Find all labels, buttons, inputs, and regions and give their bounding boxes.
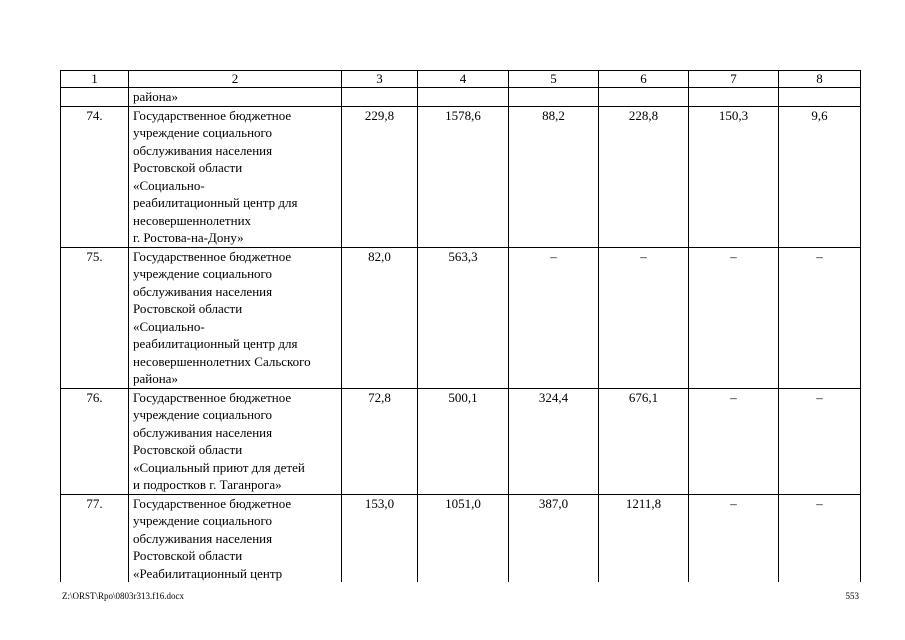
- value-cell: –: [689, 494, 779, 582]
- column-header: 6: [599, 71, 689, 88]
- header-row: [61, 71, 861, 88]
- data-table: [60, 70, 861, 582]
- institution-name-line: обслуживания населения: [133, 530, 273, 546]
- institution-name-line: обслуживания населения: [133, 142, 273, 158]
- row-number: 77.: [61, 494, 129, 582]
- value-cell: 72,8: [342, 388, 418, 494]
- value-cell: 324,4: [509, 388, 599, 494]
- institution-name-line: обслуживания населения: [133, 424, 273, 440]
- value-cell: 563,3: [418, 247, 509, 388]
- value-cell: 229,8: [342, 106, 418, 247]
- institution-name-line: реабилитационный центр для: [133, 195, 298, 210]
- table-row: [61, 106, 861, 247]
- value-cell: 676,1: [599, 388, 689, 494]
- column-header: 1: [61, 71, 129, 88]
- column-header: 5: [509, 71, 599, 88]
- institution-name-line: учреждение социального: [133, 513, 273, 528]
- value-cell: 228,8: [599, 106, 689, 247]
- table-cell: [689, 88, 779, 107]
- institution-name-line: учреждение социального: [133, 266, 273, 281]
- continuation-row: [61, 88, 861, 107]
- institution-name: [129, 494, 342, 582]
- institution-name-line: «Социально-: [133, 318, 205, 334]
- table-row: [61, 494, 861, 582]
- table-cell: [61, 88, 129, 107]
- table-row: [61, 388, 861, 494]
- institution-name-line: района»: [133, 371, 178, 386]
- value-cell: –: [779, 494, 861, 582]
- column-header: 7: [689, 71, 779, 88]
- institution-name-line: г. Ростова-на-Дону»: [133, 230, 244, 245]
- value-cell: 82,0: [342, 247, 418, 388]
- value-cell: –: [689, 247, 779, 388]
- institution-name-line: Ростовской области: [133, 160, 243, 175]
- institution-name: [129, 247, 342, 388]
- footer-page-number: 553: [845, 591, 859, 601]
- column-header: 3: [342, 71, 418, 88]
- institution-name-line: несовершеннолетних: [133, 212, 252, 228]
- institution-name-line: Государственное бюджетное: [133, 389, 292, 405]
- institution-name-line: Ростовской области: [133, 301, 243, 316]
- institution-name-line: несовершеннолетних Сальского: [133, 353, 311, 369]
- row-number: 76.: [61, 388, 129, 494]
- table-cell: [418, 88, 509, 107]
- institution-name-line: и подростков г. Таганрога»: [133, 477, 282, 492]
- institution-name-line: Государственное бюджетное: [133, 107, 292, 123]
- institution-name-line: Ростовской области: [133, 548, 243, 563]
- value-cell: –: [779, 388, 861, 494]
- footer-file-path: Z:\ORST\Rpo\0803r313.f16.docx: [62, 591, 184, 601]
- table-cell: района»: [129, 88, 342, 107]
- institution-name-line: Государственное бюджетное: [133, 248, 292, 264]
- table-row: [61, 247, 861, 388]
- institution-name-line: обслуживания населения: [133, 283, 273, 299]
- table-cell: [342, 88, 418, 107]
- value-cell: –: [599, 247, 689, 388]
- institution-name-line: Ростовской области: [133, 442, 243, 457]
- value-cell: 88,2: [509, 106, 599, 247]
- value-cell: 9,6: [779, 106, 861, 247]
- institution-name-line: «Социальный приют для детей: [133, 459, 305, 475]
- table-cell: [779, 88, 861, 107]
- value-cell: 387,0: [509, 494, 599, 582]
- institution-name: [129, 106, 342, 247]
- value-cell: –: [779, 247, 861, 388]
- value-cell: 153,0: [342, 494, 418, 582]
- row-number: 74.: [61, 106, 129, 247]
- institution-name-line: Государственное бюджетное: [133, 495, 292, 511]
- institution-name-line: «Социально-: [133, 177, 205, 193]
- value-cell: 500,1: [418, 388, 509, 494]
- table-cell: [599, 88, 689, 107]
- institution-name-line: учреждение социального: [133, 407, 273, 422]
- column-header: 4: [418, 71, 509, 88]
- value-cell: 1578,6: [418, 106, 509, 247]
- value-cell: 150,3: [689, 106, 779, 247]
- row-number: 75.: [61, 247, 129, 388]
- value-cell: –: [689, 388, 779, 494]
- column-header: 8: [779, 71, 861, 88]
- institution-name-line: реабилитационный центр для: [133, 336, 298, 351]
- value-cell: 1051,0: [418, 494, 509, 582]
- value-cell: 1211,8: [599, 494, 689, 582]
- table-cell: [509, 88, 599, 107]
- institution-name-line: учреждение социального: [133, 125, 273, 140]
- institution-name: [129, 388, 342, 494]
- value-cell: –: [509, 247, 599, 388]
- institution-name-line: «Реабилитационный центр: [133, 565, 283, 581]
- column-header: 2: [129, 71, 342, 88]
